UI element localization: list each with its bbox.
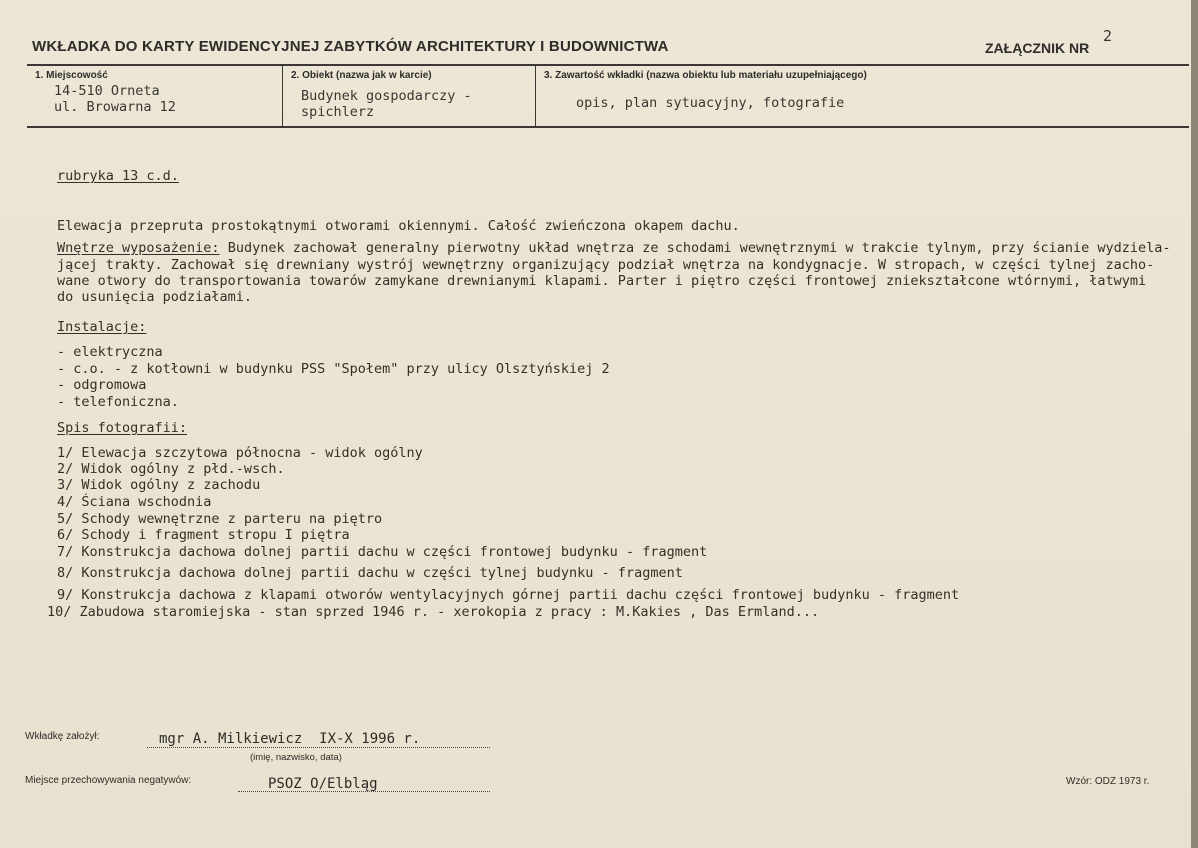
scan-edge (1191, 0, 1198, 848)
rubryka-heading: rubryka 13 c.d. (57, 168, 179, 184)
field-label-obiekt: 2. Obiekt (nazwa jak w karcie) (291, 70, 432, 81)
zalozyl-value: mgr A. Milkiewicz IX-X 1996 r. (159, 731, 421, 747)
attachment-number: 2 (1103, 27, 1113, 45)
spis-item: 3/ Widok ogólny z zachodu (57, 477, 261, 493)
elewacja-paragraph: Elewacja przepruta prostokątnymi otworami okiennymi. Całość zwieńczona okapem dachu. (57, 218, 740, 234)
spis-item: 6/ Schody i fragment stropu I piętra (57, 527, 350, 543)
card-title: WKŁADKA DO KARTY EWIDENCYJNEJ ZABYTKÓW ARCHITEKTURY I BUDOWNICTWA (32, 38, 669, 55)
instalacje-item: - telefoniczna. (57, 394, 179, 410)
wnetrze-text-1: Budynek zachował generalny pierwotny układ wnętrza ze schodami wewnętrznymi w trakcie tylnym, przy ścianie wydziela- (219, 240, 1171, 256)
spis-item: 10/ Zabudowa staromiejska - stan sprzed 1946 r. - xerokopia z pracy : M.Kakies , Das Ermland... (47, 604, 820, 620)
wzor-note: Wzór: ODZ 1973 r. (1066, 776, 1150, 787)
spis-item: 2/ Widok ogólny z płd.-wsch. (57, 461, 285, 477)
miejscowosc-line-2: ul. Browarna 12 (54, 99, 176, 115)
spis-item: 7/ Konstrukcja dachowa dolnej partii dachu w części frontowej budynku - fragment (57, 544, 708, 560)
header-fields-box (27, 64, 1189, 128)
wnetrze-heading: Wnętrze wyposażenie: (57, 240, 220, 256)
field-miejscowosc (27, 66, 280, 126)
field-value-zawartosc: opis, plan sytuacyjny, fotografie (576, 95, 845, 111)
attachment-label: ZAŁĄCZNIK NR (985, 40, 1090, 56)
zalozyl-dotted-line (147, 747, 490, 748)
field-zawartosc (535, 66, 1188, 126)
field-obiekt (282, 66, 535, 126)
spis-item: 5/ Schody wewnętrzne z parteru na piętro (57, 511, 383, 527)
spis-heading: Spis fotografii: (57, 420, 188, 436)
obiekt-line-2: spichlerz (301, 104, 375, 120)
zalozyl-caption: (imię, nazwisko, data) (250, 752, 342, 763)
obiekt-line-1: Budynek gospodarczy - (301, 88, 472, 104)
spis-item: 4/ Ściana wschodnia (57, 494, 212, 510)
spis-item: 9/ Konstrukcja dachowa z klapami otworów wentylacyjnych górnej partii dachu części frontowej budynku - fragment (57, 587, 960, 603)
instalacje-item: - odgromowa (57, 377, 147, 393)
field-value-miejscowosc (54, 83, 176, 115)
spis-item: 8/ Konstrukcja dachowa dolnej partii dachu w części tylnej budynku - fragment (57, 565, 683, 581)
instalacje-item: - c.o. - z kotłowni w budynku PSS "Społem" przy ulicy Olsztyńskiej 2 (57, 361, 610, 377)
negatywy-value: PSOZ O/Elbląg (268, 776, 378, 792)
spis-item: 1/ Elewacja szczytowa północna - widok ogólny (57, 445, 423, 461)
wnetrze-line-1 (57, 240, 1171, 256)
zalozyl-label: Wkładkę założył: (25, 731, 100, 742)
field-value-obiekt (301, 88, 472, 120)
wnetrze-line-2: jącej trakty. Zachował się drewniany wystrój wewnętrzny organizujący podział wnętrza na kondygnacje. W stropach, w części tylnej zacho- (57, 257, 1155, 273)
field-label-miejscowosc: 1. Miejscowość (35, 70, 108, 81)
instalacje-item: - elektryczna (57, 344, 163, 360)
instalacje-heading: Instalacje: (57, 319, 147, 335)
negatywy-label: Miejsce przechowywania negatywów: (25, 775, 192, 786)
field-label-zawartosc: 3. Zawartość wkładki (nazwa obiektu lub materiału uzupełniającego) (544, 70, 867, 81)
miejscowosc-line-1: 14-510 Orneta (54, 83, 160, 99)
wnetrze-line-4: do usunięcia podziałami. (57, 289, 253, 305)
wnetrze-line-3: wane otwory do transportowania towarów zamykane drewnianymi klapami. Parter i piętro części frontowej zniekształcone wtórnymi, łatwymi (57, 273, 1147, 289)
